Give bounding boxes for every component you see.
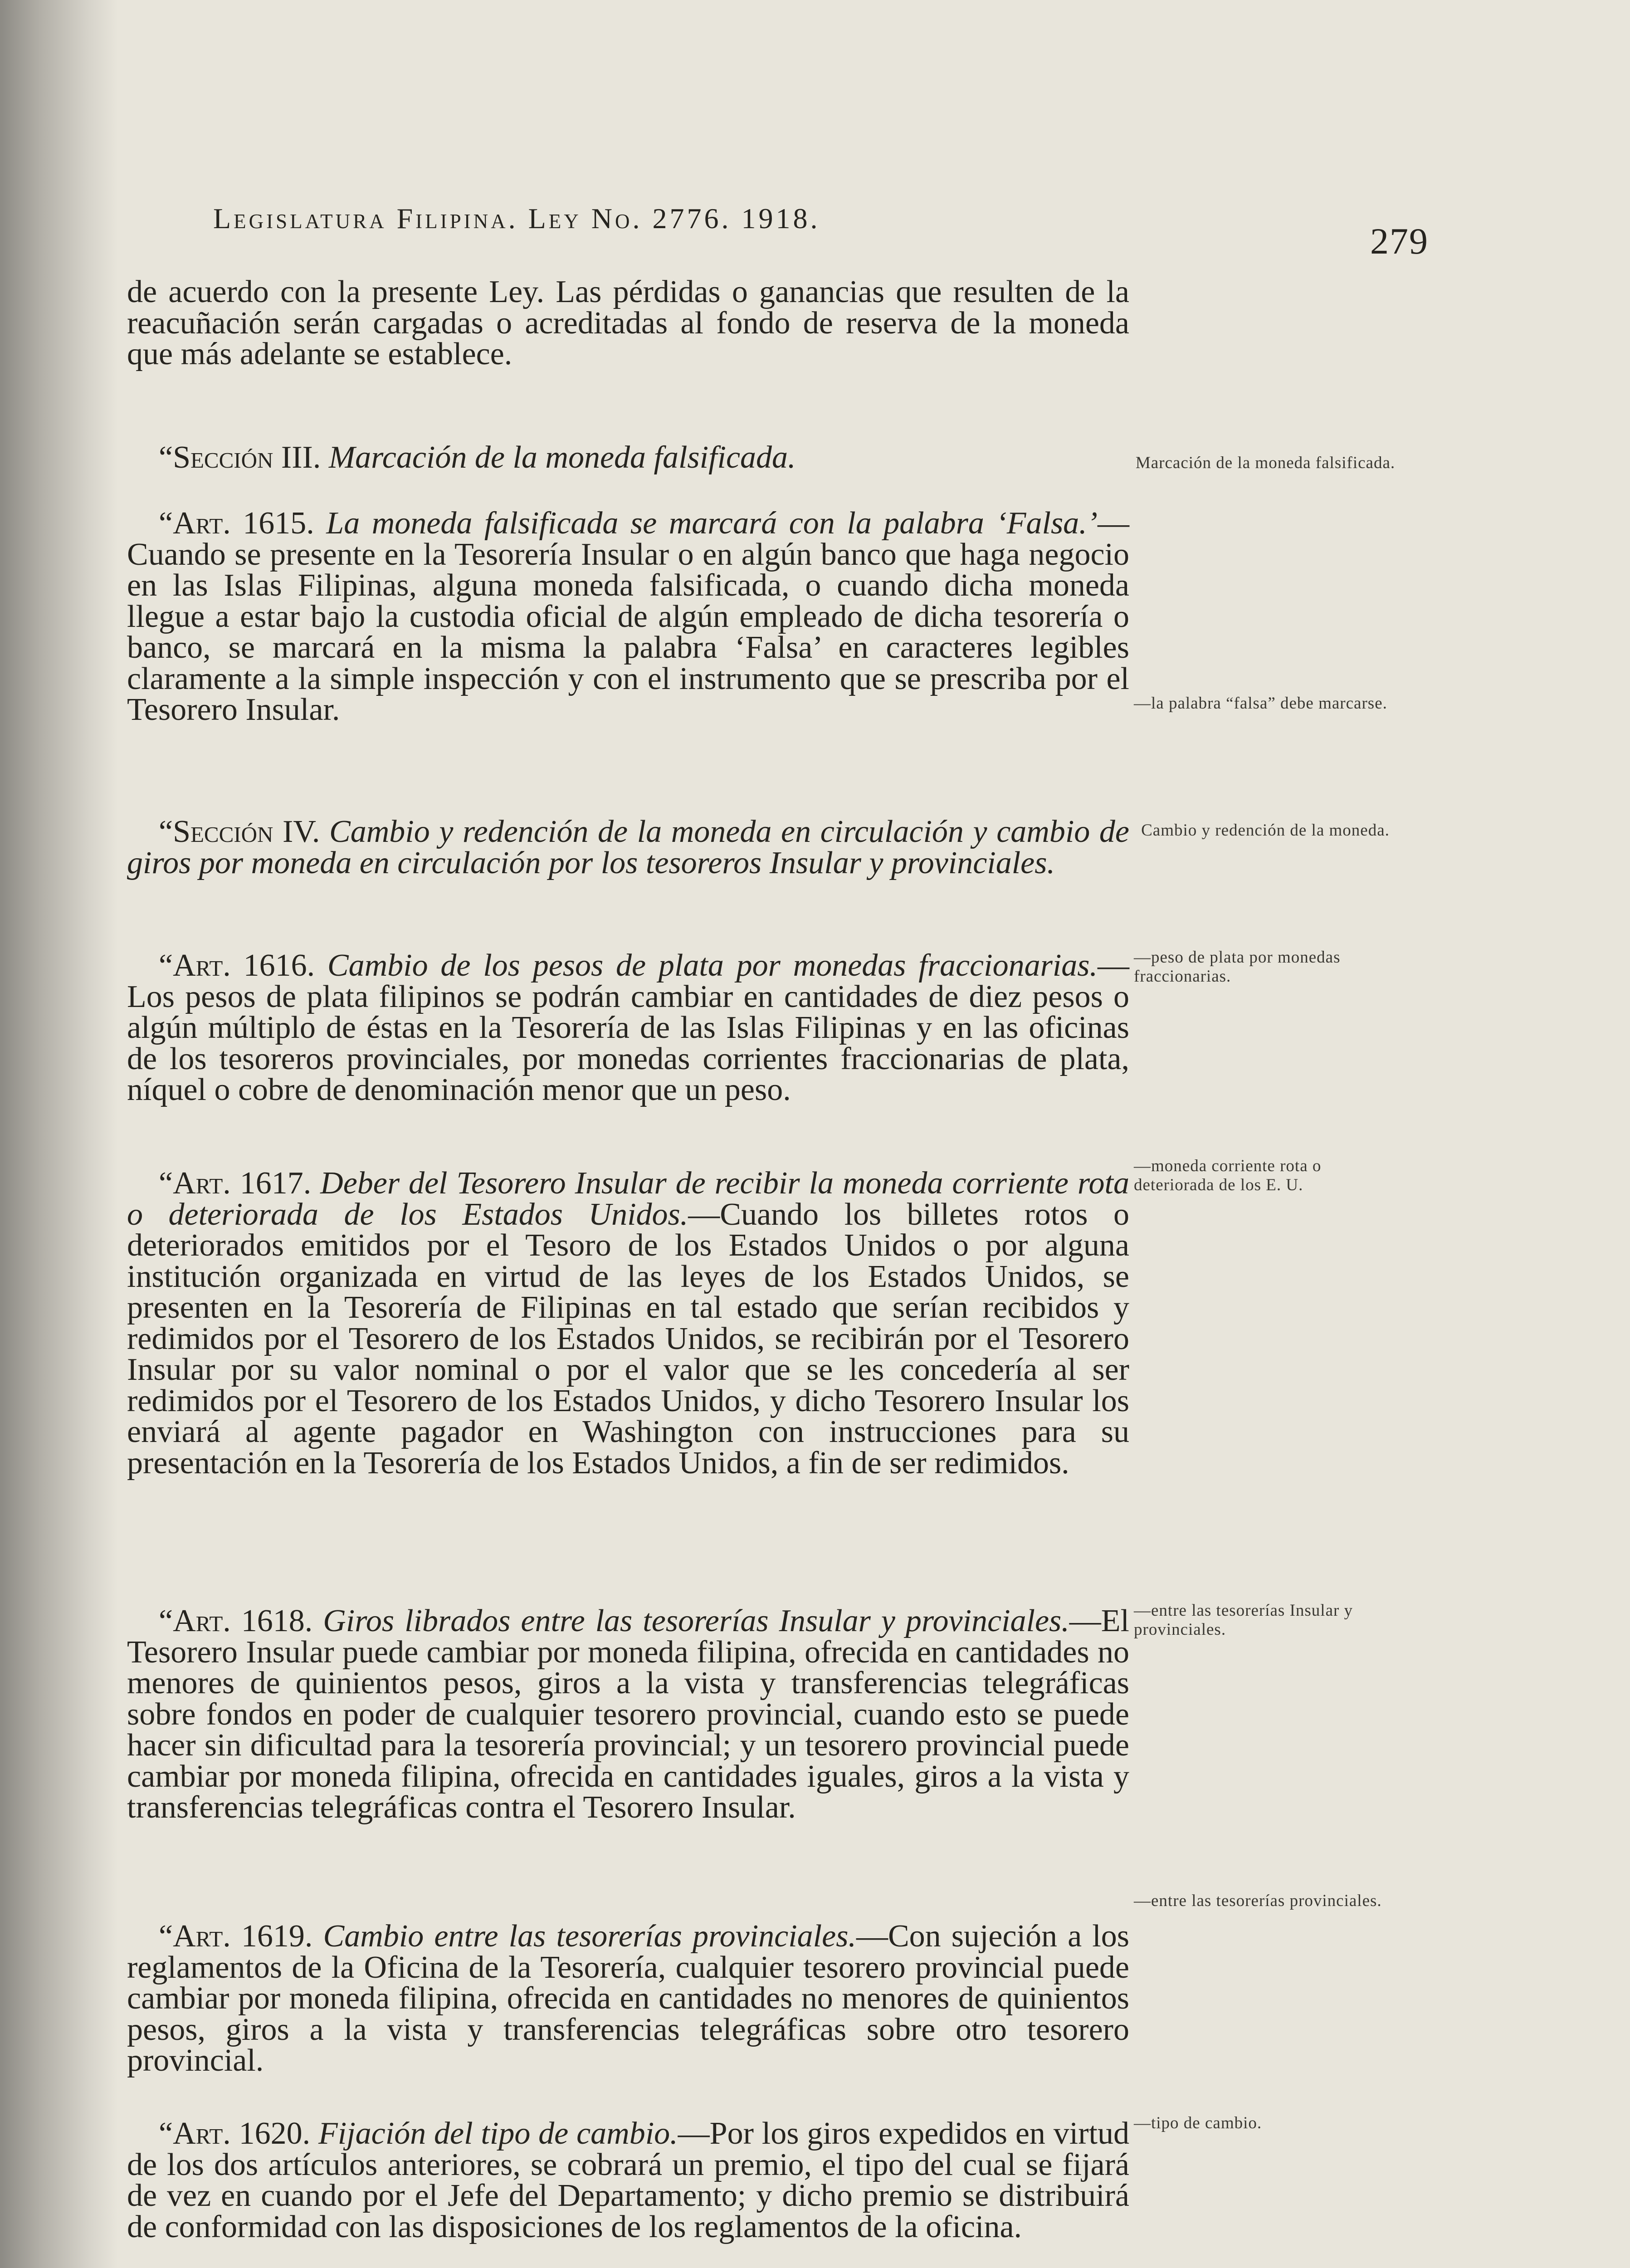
article-1618 [127,1603,1130,1825]
article-1619 [127,1921,1129,2077]
article-label: “Art. 1619. [159,1919,313,1954]
article-title: Fijación del tipo de cambio. [318,2116,678,2151]
article-label: “Art. 1617. [159,1166,312,1201]
article-text: —Con sujeción a los reglamentos de la Oficina de la Tesorería, cualquier tesorero provincial puede cambiar por moneda filipina, ofrecida en cantidades no menores de quinientos pesos, giros a la vista y transferencias telegráficas sobre otro tesorero provincial. [127,1919,1130,2078]
article-1615 [127,508,1129,726]
article-text: —Cuando los billetes rotos o deteriorados emitidos por el Tesoro de los Estados Unidos o por alguna institución organizada en virtud de las leyes de los Estados Unidos, se presenten en la Tesorería de Filipinas en tal estado que serían recibidos y redimidos por el Tesorero de los Estados Unidos, se recibirán por el Tesorero Insular por su valor nominal o por el valor que se les concedería al ser redimidos por el Tesorero de los Estados Unidos, y dicho Tesorero Insular los enviará al agente pagador en Washington con instrucciones para su presentación en la Tesorería de los Estados Unidos, a fin de ser redimidos. [127,1197,1129,1481]
article-1620 [127,2118,1129,2243]
running-header [213,202,1429,262]
article-label: “Art. 1618. [159,1603,313,1638]
book-binding-shadow [0,0,118,2268]
running-title: Legislatura Filipina. Ley No. 2776. 1918. [213,202,820,235]
article-text: —El Tesorero Insular puede cambiar por moneda filipina, ofrecida en cantidades no menores de quinientos pesos, giros a la vista y transferencias telegráficas sobre fondos en poder de cualquier tesorero provincial, cuando esto se puede hacer sin dificultad para la tesorería provincial; y un tesorero provincial puede cambiar por moneda filipina, ofrecida en cantidades iguales, giros a la vista y transferencias telegráficas contra el Tesorero Insular. [127,1603,1130,1825]
article-text: —Los pesos de plata filipinos se podrán cambiar en cantidades de diez pesos o algún múltiplo de éstas en la Tesorería de las Islas Filipinas y en las oficinas de los tesoreros provinciales, por monedas corrientes fraccionarias de plata, níquel o cobre de denominación menor que un peso. [127,948,1130,1107]
margin-note: —entre las tesorerías provinciales. [1134,1892,1382,1910]
article-1617 [127,1168,1129,1479]
page-number: 279 [1370,220,1429,262]
article-text: —Por los giros expedidos en virtud de los dos artículos anteriores, se cobrará un premio, el tipo del cual se fijará de vez en cuando por el Jefe del Departamento; y dicho premio se distribuirá de conformidad con las disposiciones de los reglamentos de la oficina. [127,2116,1129,2244]
margin-note: Marcación de la moneda falsificada. [1135,454,1396,472]
margin-note: Cambio y redención de la moneda. [1141,821,1390,840]
article-title: Cambio entre las tesorerías provinciales. [323,1919,856,1954]
section-iv-heading [127,816,1129,879]
article-title: Cambio de los pesos de plata por monedas fraccionarias. [327,948,1098,983]
article-title: Deber del Tesorero Insular de recibir la moneda corriente rota o deteriorada de los Estados Unidos. [127,1166,1129,1232]
article-title: La moneda falsificada se marcará con la palabra ‘Falsa.’ [326,506,1098,541]
article-label: “Art. 1620. [159,2116,311,2151]
article-text: —Cuando se presente en la Tesorería Insular o en algún banco que haga negocio en las Islas Filipinas, alguna moneda falsificada, o cuando dicha moneda llegue a estar bajo la custodia oficial de algún empleado de dicha tesorería o banco, se marcará en la misma la palabra ‘Falsa’ en caracteres legibles claramente a la simple inspección y con el instrumento que se prescriba por el Tesorero Insular. [127,506,1129,727]
section-label: “Sección IV. [159,814,320,849]
section-title: Cambio y redención de la moneda en circulación y cambio de giros por moneda en circulación por los tesoreros Insular y provinciales. [127,814,1129,880]
margin-note: —peso de plata por monedas fraccionarias. [1134,948,1341,986]
article-title: Giros librados entre las tesorerías Insular y provinciales. [323,1603,1069,1638]
section-title: Marcación de la moneda falsificada. [328,440,796,475]
article-label: “Art. 1616. [159,948,315,983]
continuation-paragraph: de acuerdo con la presente Ley. Las pérdidas o ganancias que resulten de la reacuñación serán cargadas o acreditadas al fondo de reserva de la moneda que más adelante se establece. [127,274,1129,371]
margin-note: —tipo de cambio. [1134,2114,1262,2132]
margin-note: —la palabra “falsa” debe marcarse. [1134,694,1387,713]
margin-note: —moneda corriente rota o deteriorada de los E. U. [1134,1157,1322,1194]
margin-note: —entre las tesorerías Insular y provinciales. [1134,1601,1353,1639]
article-1616 [127,950,1129,1106]
article-label: “Art. 1615. [159,506,314,541]
section-label: “Sección III. [159,440,321,475]
section-iii-heading [127,442,1129,474]
